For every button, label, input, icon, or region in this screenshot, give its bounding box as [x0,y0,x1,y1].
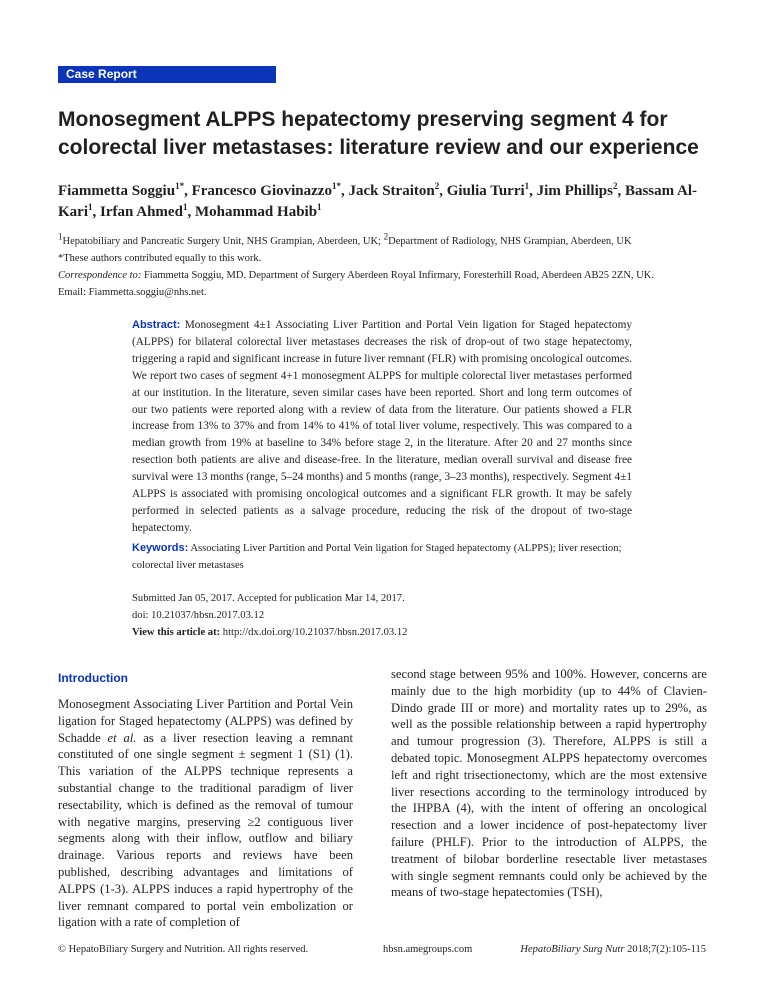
submission-dates: Submitted Jan 05, 2017. Accepted for publication Mar 14, 2017. [132,593,405,604]
doi: doi: 10.21037/hbsn.2017.03.12 [132,610,265,621]
author-sup: 2 [434,181,440,191]
journal-name: HepatoBiliary Surg Nutr [520,944,625,955]
body-text: as a liver resection leaving a remnant constituted of one single segment ± segment 1 (S1) (1). This variation of the ALPPS technique represents a substantial change to the traditional paradigm of liver resectability, which is defined as the removal of tumour with negative margins, preserving ≥2 contiguous liver segments along with their inflow, outflow and biliary drainage. Various reports and reviews have been published, describing advantages and limitations of ALPPS (1-3). ALPPS induces a rapid hypertrophy of the liver remnant compared to portal vein embolization or ligation with a rate of completion of [58,730,354,930]
keywords-text: Associating Liver Partition and Portal Vein ligation for Staged hepatectomy (ALPPS); liver resection; colorectal liver metastases [132,543,622,571]
citation: 2018;7(2):105-115 [624,944,706,955]
email[interactable]: Email: Fiammetta.soggiu@nhs.net. [58,287,207,298]
author-sup: 1 [88,202,93,212]
abstract-label: Abstract: [132,319,181,331]
author-sup: 1 [317,202,322,212]
author: Jim Phillips [536,183,613,199]
body-text: Monosegment Associating Liver Partition and Portal Vein ligation for Staged hepatectomy (ALPPS) was defined by Schadde [58,697,353,745]
author: Jack Straiton [348,183,435,199]
author-list: Fiammetta Soggiu$^{1*}$, Francesco Giovinazzo$^{1*}$, Jack Straiton$^2$, Giulia Turri$^1$, Jim Phillips$^2$, Bassam Al-Kari$^1$, Irfan Ahmed$^1$, Mohammad Habib$^1$ [58,181,698,220]
section-heading-introduction: Introduction [58,671,128,685]
body-text-italic: et al. [107,730,137,745]
author: Bassam Al-Kari [58,183,698,220]
abstract-text: Monosegment 4±1 Associating Liver Partition and Portal Vein ligation for Staged hepatectomy (ALPPS) for bilateral colorectal liver metastases decreases the risk of drop-out of two stage hepatectomy, triggering a rapid and significant increase in future liver remnant (FLR) with promising oncological outcomes. We report two cases of segment 4+1 monosegment ALPPS for multiple colorectal liver metastases performed at our institution. In the literature, seven similar cases have been reported. Short and long term outcomes of our two patients were reported along with a review of data from the literature. Our patients showed a FLR increase from 13% to 37% and from 14% to 41% of total liver volume, respectively. This was compared to a median growth from 19% at baseline to 34% before stage 2, in the literature. After 20 and 27 months since resection both patients are alive and disease-free. In the literature, median overall survival and disease free survival were 13 months (range, 5–24 months) and 5 months (range, 3–23 months), respectively. Segment 4±1 ALPPS is associated with promising oncological outcomes and a significant FLR growth. It may be safely performed in selected patients as a salvage procedure, reducing the risk of the dropout of two-stage hepatectomy. [132,319,632,534]
abstract [132,317,632,537]
view-label: View this article at: [132,627,221,638]
article-meta [132,590,632,641]
author: Giulia Turri [446,183,525,199]
author-sup: 1* [331,181,341,191]
article-link[interactable]: http://dx.doi.org/10.21037/hbsn.2017.03.12 [220,627,408,638]
keywords-label: Keywords: [132,542,189,554]
author-sup: 1 [182,202,188,212]
body-paragraph: second stage between 95% and 100%. However, concerns are mainly due to the high morbidity (up to 44% of Clavien-Dindo grade III or more) and mortality rates up to 29%, as well as the possible relationship between a rapid hypertrophy and tumour progression (3). Therefore, ALPPS is still a debated topic. Monosegment ALPPS hepatectomy overcomes left and right trisectionectomy, which are the most extensive liver resections according to the terminology introduced by the IHPBA (4), with the intent of offering an oncological resection and a lower incidence of post-hepatectomy liver failure (PHLF). Prior to the introduction of ALPPS, the treatment of bilobar borderline resectable liver metastases with single segment remnants could only be achieved by the means of two-stage hepatectomies (TSH), [391,667,707,900]
correspondence-text: Fiammetta Soggiu, MD. Department of Surgery Aberdeen Royal Infirmary, Foresterhill Road, Aberdeen AB25 2ZN, UK. [141,270,654,281]
author-sup: 1 [524,181,530,191]
affiliation-2: Department of Radiology, NHS Grampian, Aberdeen, UK [388,236,632,247]
footer-citation [520,944,706,955]
author-sup: 1* [175,181,185,191]
equal-contribution-note: *These authors contributed equally to this work. [58,253,262,264]
keywords [132,540,632,574]
affiliation-line [58,233,718,250]
author: Irfan Ahmed [100,204,183,220]
footer-copyright: © HepatoBiliary Surgery and Nutrition. All rights reserved. [58,944,309,955]
author-sup: 2 [612,181,618,191]
aff-sup: 1 [58,231,63,242]
body-paragraph [58,696,353,931]
affiliations [58,233,718,301]
author: Fiammetta Soggiu [58,183,176,199]
footer-site[interactable]: hbsn.amegroups.com [383,944,473,955]
view-article [132,624,632,641]
aff-sup: 2 [383,231,389,242]
author: Mohammad Habib [194,204,318,220]
author: Francesco Giovinazzo [191,183,332,199]
affiliation-1: Hepatobiliary and Pancreatic Surgery Unit, NHS Grampian, Aberdeen, UK; [62,236,384,247]
correspondence-label: Correspondence to: [58,270,142,281]
article-type-banner: Case Report [58,66,276,83]
correspondence [58,267,718,284]
article-title: Monosegment ALPPS hepatectomy preserving segment 4 for colorectal liver metastases: literature review and our experience [58,108,699,159]
